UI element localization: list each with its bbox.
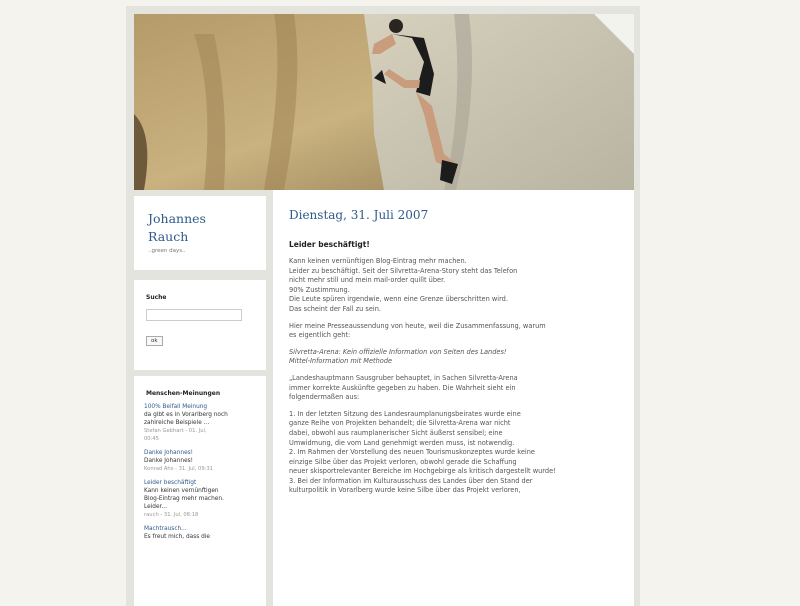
post-line: „Landeshauptmann Sausgruber behauptet, in Sachen Silvretta-Arena	[289, 373, 518, 382]
post-line: Umwidmung, die vom Land genehmigt werden muss, ist notwendig.	[289, 438, 515, 447]
post-paragraph	[289, 410, 618, 496]
comment-text-line: da gibt es in Vorarlberg noch	[144, 412, 228, 418]
comment-meta: 00:45	[144, 436, 159, 442]
comment-item	[144, 525, 256, 541]
comment-link[interactable]: 100% Beifall Meinung	[144, 404, 208, 410]
blog-title-line2[interactable]: Rauch	[148, 229, 189, 244]
comment-link[interactable]: Danke Johannes!	[144, 450, 193, 456]
post-line: dabei, obwohl aus raumplanerischer Sicht äußerst sensibel; eine	[289, 428, 503, 437]
post-line: 1. In der letzten Sitzung des Landesraumplanungsbeirates wurde eine	[289, 409, 521, 418]
post-paragraph	[289, 322, 618, 341]
comment-meta: rauch - 31. Jul, 08:18	[144, 512, 199, 518]
header-image	[134, 14, 634, 190]
post-line: ganze Reihe von Projekten behandelt; die Silvretta-Arena war nicht	[289, 419, 511, 428]
comment-text-line: Leider...	[144, 504, 167, 510]
search-heading: Suche	[146, 294, 167, 301]
climber-photo	[134, 14, 634, 190]
comment-text-line: Kann keinen vernünftigen	[144, 488, 219, 494]
blog-title-box	[134, 196, 266, 270]
comment-link[interactable]: Leider beschäftigt	[144, 480, 197, 486]
post-line: 90% Zustimmung.	[289, 285, 350, 294]
post-line: Die Leute spüren irgendwie, wenn eine Grenze überschritten wird.	[289, 295, 508, 304]
post-line: Silvretta-Arena: Kein offizielle Information von Seiten des Landes!	[289, 347, 507, 356]
post-title[interactable]: Leider beschäftigt!	[289, 240, 370, 249]
post-line: Das scheint der Fall zu sein.	[289, 304, 382, 313]
page-container	[126, 6, 640, 606]
post-line: einzige Silbe über das Projekt verloren, obwohl gerade die Schaffung	[289, 457, 517, 466]
post-line: Mittel-Information mit Methode	[289, 357, 393, 366]
comment-item	[144, 449, 256, 473]
date-header: Dienstag, 31. Juli 2007	[289, 208, 429, 222]
comment-meta: Konrad Ahs - 31. Jul, 09:31	[144, 466, 213, 472]
post-line: es eigentlich geht:	[289, 331, 351, 340]
blog-description: ..green days..	[148, 248, 186, 254]
post-line: Kann keinen vernünftigen Blog-Eintrag mehr machen.	[289, 257, 467, 265]
comment-text-line: zahlreiche Beispiele ...	[144, 420, 210, 426]
post-line: nicht mehr still und mein mail-order quillt über.	[289, 276, 446, 285]
comment-link[interactable]: Machtrausch...	[144, 526, 187, 532]
search-input[interactable]	[146, 309, 242, 321]
post-line: folgendermaßen aus:	[289, 393, 360, 402]
post-paragraph	[289, 257, 618, 315]
comments-box	[134, 376, 266, 606]
comment-text-line: Blog-Eintrag mehr machen.	[144, 496, 224, 502]
comment-meta: Stefan Gebhart - 01. Jul,	[144, 428, 207, 434]
comments-heading: Menschen-Meinungen	[146, 390, 221, 397]
post-line: immer korrekte Auskünfte gegeben zu haben. Die Wahrheit sieht ein	[289, 383, 516, 392]
search-button[interactable]: ok	[146, 336, 163, 346]
comment-item	[144, 479, 256, 519]
post-line: Hier meine Presseaussendung von heute, weil die Zusammenfassung, warum	[289, 321, 546, 330]
main-content	[273, 190, 634, 606]
post-paragraph	[289, 374, 618, 403]
blog-title-line1[interactable]: Johannes	[148, 211, 206, 226]
comment-text-line: Danke Johannes!	[144, 458, 193, 464]
post-line: 3. Bei der Information im Kulturausschuss des Landes über den Stand der	[289, 476, 533, 485]
comment-text-line: Es freut mich, dass die	[144, 534, 210, 540]
post-paragraph-italic	[289, 348, 618, 367]
comment-item	[144, 403, 256, 443]
post-line: neuer skisportrelevanter Bereiche im Hochgebirge als kritisch dargestellt wurde!	[289, 467, 556, 476]
search-box	[134, 280, 266, 370]
post-line: 2. Im Rahmen der Vorstellung des neuen Tourismuskonzeptes wurde keine	[289, 448, 535, 457]
blog-title[interactable]	[148, 210, 256, 246]
post-line: kulturpolitik in Vorarlberg wurde keine Silbe über das Projekt verloren,	[289, 486, 521, 495]
post-line: Leider zu beschäftigt. Seit der Silvretta-Arena-Story steht das Telefon	[289, 266, 518, 275]
